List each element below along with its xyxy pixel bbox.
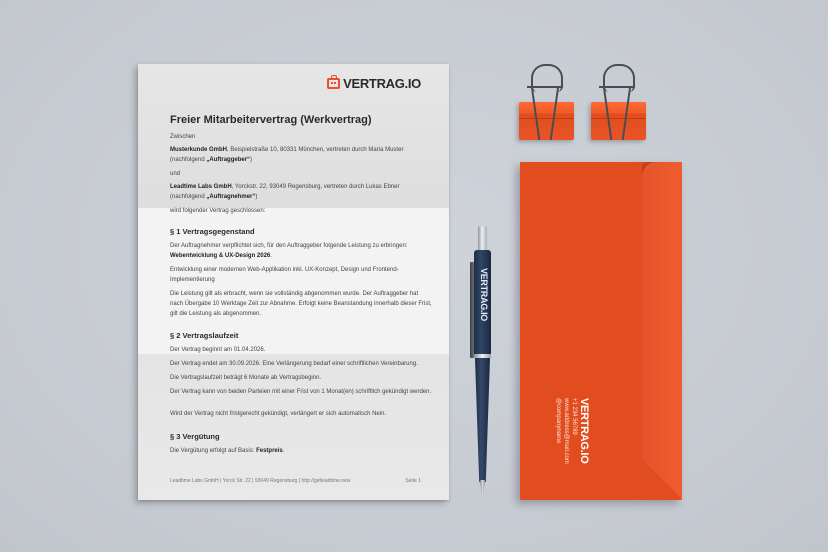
section-2-p2: Der Vertrag endet am 30.09.2026. Eine Verlängerung bedarf einer schriftlichen Vereinbarung.: [170, 361, 418, 367]
section-1-p1: Der Auftragnehmer verpflichtet sich, für den Auftraggeber folgende Leistung zu erbringen: Webentwicklung & UX-Design 2026.: [170, 243, 408, 259]
section-2-p4: Der Vertrag kann von beiden Parteien mit einer Frist von 1 Monat(en) schriftlich gekündigt werden.: [170, 389, 432, 395]
pen-plunger: [478, 226, 487, 252]
pen-barrel: [475, 358, 490, 482]
branded-pen: [474, 226, 492, 498]
branded-envelope: [520, 162, 682, 500]
contract-document: [138, 64, 449, 500]
page-number: Seite 1: [405, 478, 421, 484]
section-1-p2: Entwicklung einer modernen Web-Applikation inkl. UX-Konzept, Design und Frontend-Implementierung: [170, 267, 399, 283]
section-3-p1: Die Vergütung erfolgt auf Basis: Festpreis.: [170, 448, 285, 454]
section-1-p3: Die Leistung gilt als erbracht, wenn sie vollständig abgenommen wurde. Der Auftraggeber hat nach Übergabe 10 Werktage Zeit zur Abnahme. Erfolgt keine Beanstandung innerhalb dieser Frist, gilt die Leistung als abgenommen.: [170, 291, 432, 317]
document-footer: [170, 478, 421, 484]
section-3-heading: § 3 Vergütung: [170, 432, 220, 441]
concluded-text: wird folgender Vertrag geschlossen:: [170, 208, 266, 214]
pen-tip: [480, 480, 485, 494]
document-title: Freier Mitarbeitervertrag (Werkvertrag): [170, 114, 372, 126]
intro-text: Zwischen: [170, 134, 196, 140]
envelope-brand: VERTRAG.IO: [578, 398, 590, 464]
section-2-heading: § 2 Vertragslaufzeit: [170, 331, 239, 340]
envelope-phone: +1 234 56789: [571, 398, 577, 435]
section-2-p5: Wird der Vertrag nicht fristgerecht gekündigt, verlängert er sich automatisch Nein.: [170, 411, 387, 417]
brand-logo: [327, 76, 421, 91]
pen-brand-text: VERTRAG.IO: [479, 268, 489, 322]
footer-company-info: Leadtime Labs GmbH | Yorck Str. 22 | 93049 Regensburg | http://getleadtime.new: [170, 478, 351, 484]
section-1-heading: § 1 Vertragsgegenstand: [170, 227, 255, 236]
brand-name: VERTRAG.IO: [343, 76, 421, 91]
envelope-contact-block: [530, 398, 590, 498]
section-2-p3: Die Vertragslaufzeit beträgt 6 Monate ab Vertragsbeginn.: [170, 375, 322, 381]
party-1-name: Musterkunde GmbH: [170, 147, 228, 153]
and-text: und: [170, 171, 181, 177]
pen-ring: [474, 354, 491, 358]
binder-clip-right: [591, 102, 646, 140]
section-2-p1: Der Vertrag beginnt am 01.04.2026.: [170, 347, 266, 353]
envelope-email: www.address@mail.com: [563, 398, 569, 464]
envelope-flap: [642, 162, 682, 500]
robot-chat-icon: [327, 78, 340, 89]
envelope-social: @companyname: [555, 398, 561, 444]
binder-clip-left: [519, 102, 574, 140]
party-2: Leadtime Labs GmbH, Yorckstr. 22, 93049 Regensburg, vertreten durch Lukas Ebner (nachfolgend „Auftragnehmer“): [170, 184, 400, 200]
party-2-name: Leadtime Labs GmbH: [170, 184, 232, 190]
party-1: Musterkunde GmbH, Beispielstraße 10, 80331 München, vertreten durch Maria Muster (nachfolgend „Auftraggeber“): [170, 147, 404, 163]
